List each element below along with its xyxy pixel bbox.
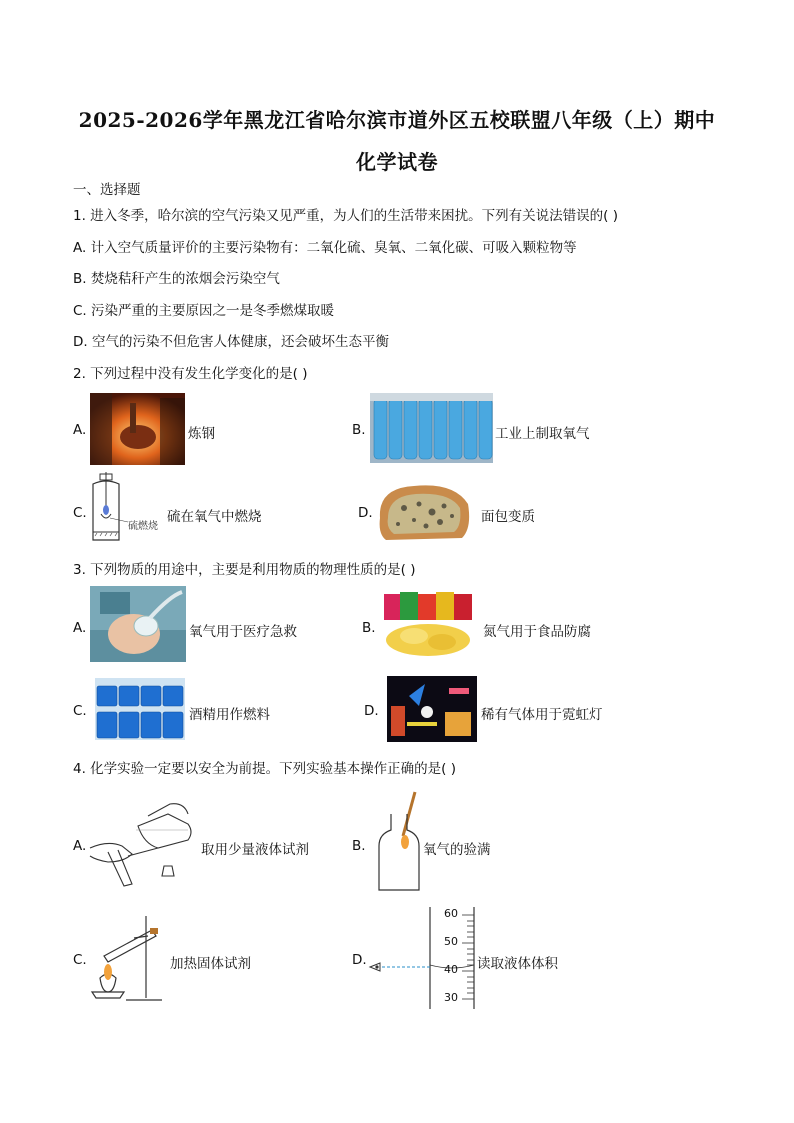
oxygen-cylinders-image xyxy=(370,393,493,463)
chips-packaging-image xyxy=(378,590,478,660)
page-title-line1: 2025-2026学年黑龙江省哈尔滨市道外区五校联盟八年级（上）期中 xyxy=(78,108,716,132)
question-4-option-d-letter: D. xyxy=(352,952,367,968)
question-4-stem: 4. 化学实验一定要以安全为前提。下列实验基本操作正确的是( ) xyxy=(73,761,456,777)
question-2-option-d-text: 面包变质 xyxy=(481,509,535,525)
pouring-liquid-diagram xyxy=(88,796,198,888)
question-4-option-b-letter: B. xyxy=(352,838,366,854)
question-3-option-d-text: 稀有气体用于霓虹灯 xyxy=(481,707,603,723)
cylinder-tick-50: 50 xyxy=(444,935,458,948)
question-1-option-c: C. 污染严重的主要原因之一是冬季燃煤取暖 xyxy=(73,303,335,319)
oxygen-mask-patient-image xyxy=(90,586,186,662)
moldy-bread-image xyxy=(374,478,474,546)
question-2-option-c-letter: C. xyxy=(73,505,87,521)
sulfur-burning-jar-diagram xyxy=(88,470,166,550)
question-2-stem: 2. 下列过程中没有发生化学变化的是( ) xyxy=(73,366,308,382)
page-title-line2: 化学试卷 xyxy=(356,150,438,174)
cylinder-tick-60: 60 xyxy=(444,907,458,920)
question-2-option-b-letter: B. xyxy=(352,422,366,438)
question-2-option-a-letter: A. xyxy=(73,422,87,438)
question-2-option-d-letter: D. xyxy=(358,505,373,521)
question-3-stem: 3. 下列物质的用途中，主要是利用物质的物理性质的是( ) xyxy=(73,562,416,578)
question-1-option-a: A. 计入空气质量评价的主要污染物有：二氧化硫、臭氧、二氧化碳、可吸入颗粒物等 xyxy=(73,240,577,256)
oxygen-test-bottle-diagram xyxy=(373,790,423,894)
question-1-stem: 1. 进入冬季，哈尔滨的空气污染又见严重，为人们的生活带来困扰。下列有关说法错误的( ) xyxy=(73,208,618,224)
question-4-option-a-letter: A. xyxy=(73,838,87,854)
neon-lights-image xyxy=(387,676,477,742)
question-2-option-a-text: 炼钢 xyxy=(188,426,215,442)
question-4-option-a-text: 取用少量液体试剂 xyxy=(201,842,309,858)
steelmaking-image xyxy=(90,393,185,465)
alcohol-barrels-image xyxy=(95,678,185,740)
question-2-option-b-text: 工业上制取氧气 xyxy=(495,426,590,442)
question-3-option-c-letter: C. xyxy=(73,703,87,719)
cylinder-tick-40: 40 xyxy=(444,963,458,976)
question-3-option-a-letter: A. xyxy=(73,620,87,636)
question-3-option-d-letter: D. xyxy=(364,703,379,719)
question-4-option-d-text: 读取液体体积 xyxy=(477,956,558,972)
question-3-option-a-text: 氧气用于医疗急救 xyxy=(189,624,297,640)
question-1-option-b: B. 焚烧秸秆产生的浓烟会污染空气 xyxy=(73,271,280,287)
question-4-option-c-text: 加热固体试剂 xyxy=(170,956,251,972)
graduated-cylinder-diagram xyxy=(366,905,476,1009)
question-4-option-c-letter: C. xyxy=(73,952,87,968)
question-3-option-b-letter: B. xyxy=(362,620,376,636)
section-heading: 一、选择题 xyxy=(73,182,141,198)
sulfur-burning-label: 硫燃烧 xyxy=(128,521,158,532)
heating-solid-diagram xyxy=(86,912,170,1004)
question-1-option-d: D. 空气的污染不但危害人体健康，还会破坏生态平衡 xyxy=(73,334,389,350)
question-3-option-b-text: 氮气用于食品防腐 xyxy=(483,624,591,640)
question-3-option-c-text: 酒精用作燃料 xyxy=(189,707,270,723)
question-2-option-c-text: 硫在氧气中燃烧 xyxy=(167,509,262,525)
cylinder-tick-30: 30 xyxy=(444,991,458,1004)
question-4-option-b-text: 氧气的验满 xyxy=(423,842,491,858)
